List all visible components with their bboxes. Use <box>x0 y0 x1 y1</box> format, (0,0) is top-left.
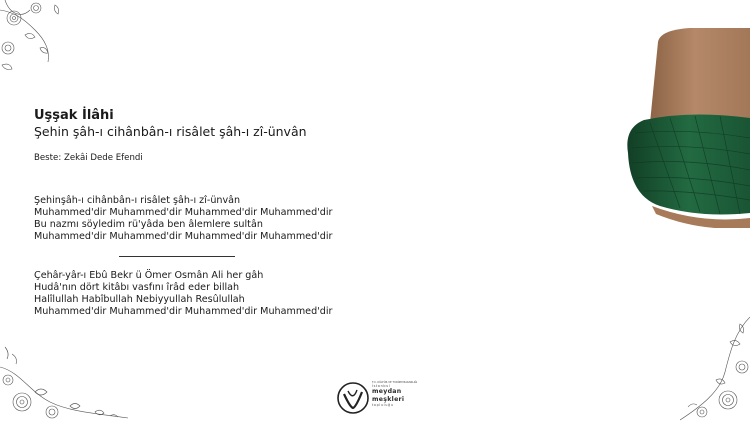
lyric-line: Çehâr-yâr-ı Ebû Bekr ü Ömer Osmân Ali her gâh <box>34 270 264 281</box>
lyric-line: Halîlullah Habîbullah Nebiyyullah Resûlullah <box>34 294 245 305</box>
logo-ministry: T.C. KÜLTÜR VE TURİZM BAKANLIĞI <box>372 381 418 384</box>
logo-wordmark <box>372 381 417 407</box>
meydan-meskleri-logo-icon <box>336 381 370 415</box>
stanza-divider <box>119 256 235 257</box>
logo-meydan: meydan <box>372 388 402 395</box>
lyric-line: Muhammed'dir Muhammed'dir Muhammed'dir Muhammed'dir <box>34 207 333 218</box>
lyric-line: Şehinşâh-ı cihânbân-ı risâlet şâh-ı zî-ünvân <box>34 195 241 206</box>
floral-corner-top-left <box>0 0 70 80</box>
composer-credit: Beste: Zekâi Dede Efendi <box>34 153 143 163</box>
lyric-line: Muhammed'dir Muhammed'dir Muhammed'dir Muhammed'dir <box>34 231 333 242</box>
logo-meskleri: meşkleri <box>372 395 405 403</box>
page-subtitle: Şehin şâh-ı cihânbân-ı risâlet şâh-ı zî-ünvân <box>34 124 307 139</box>
document-header <box>34 108 594 164</box>
floral-corner-bottom-left <box>0 342 130 422</box>
logo-city: İstanbul <box>372 384 391 388</box>
stanza-1 <box>34 195 333 243</box>
lyric-line: Hudâ'nın dört kitâbı vasfını îrâd eder billah <box>34 282 240 293</box>
lyric-line: Bu nazmı söyledim rü'yâda ben âlemlere sultân <box>34 219 263 230</box>
stanza-2 <box>34 270 333 318</box>
floral-corner-bottom-right <box>680 312 750 422</box>
page-title: Uşşak İlâhi <box>34 108 114 123</box>
lyric-line: Muhammed'dir Muhammed'dir Muhammed'dir Muhammed'dir <box>34 306 333 317</box>
logo-toplulugu: topluluğu <box>372 403 394 407</box>
mevlevi-hat-illustration <box>620 28 750 228</box>
